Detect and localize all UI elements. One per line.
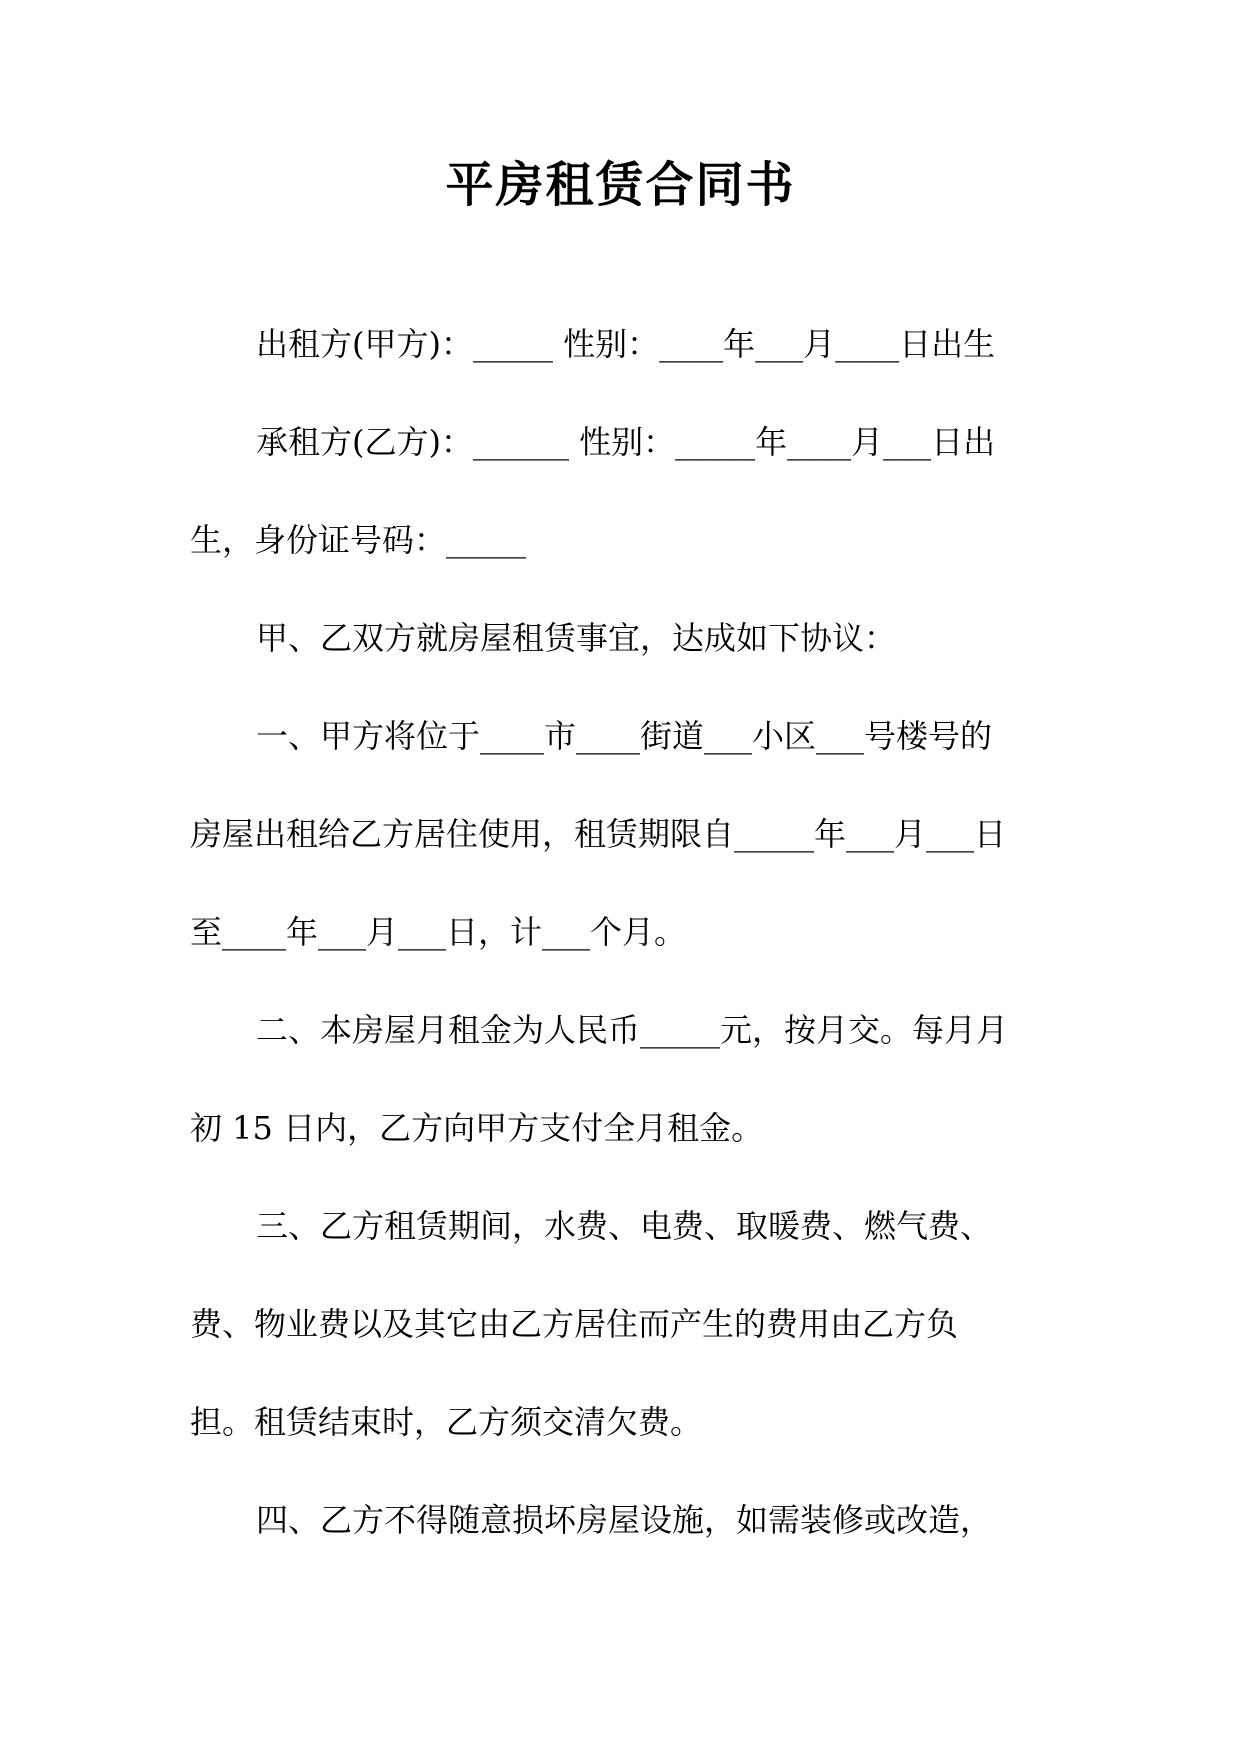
clause-3-line-3: 担。租赁结束时，乙方须交清欠费。 — [190, 1403, 703, 1441]
lessor-line: 出租方(甲方)：_____ 性别：____年___月____日出生 — [256, 325, 996, 363]
clause-2-line-2: 初 15 日内，乙方向甲方支付全月租金。 — [190, 1109, 764, 1147]
agreement-intro: 甲、乙双方就房屋租赁事宜，达成如下协议： — [256, 619, 897, 657]
document-title: 平房租赁合同书 — [445, 157, 796, 213]
document-body — [190, 295, 1050, 1569]
clause-1-line-1: 一、甲方将位于____市____街道___小区___号楼号的 — [256, 717, 993, 755]
clause-3-line-2: 费、物业费以及其它由乙方居住而产生的费用由乙方负 — [190, 1305, 959, 1343]
lessee-line: 承租方(乙方)：______ 性别：_____年____月___日出 — [256, 423, 996, 461]
clause-1-line-2: 房屋出租给乙方居住使用，租赁期限自_____年___月___日 — [190, 815, 1007, 853]
lessee-id-line: 生，身份证号码：_____ — [190, 521, 527, 559]
clause-1-line-3: 至____年___月___日，计___个月。 — [190, 913, 687, 951]
clause-2-line-1: 二、本房屋月租金为人民币_____元，按月交。每月月 — [256, 1011, 1009, 1049]
clause-3-line-1: 三、乙方租赁期间，水费、电费、取暖费、燃气费、 — [256, 1207, 993, 1245]
clause-4-line-1: 四、乙方不得随意损坏房屋设施，如需装修或改造， — [256, 1501, 993, 1539]
